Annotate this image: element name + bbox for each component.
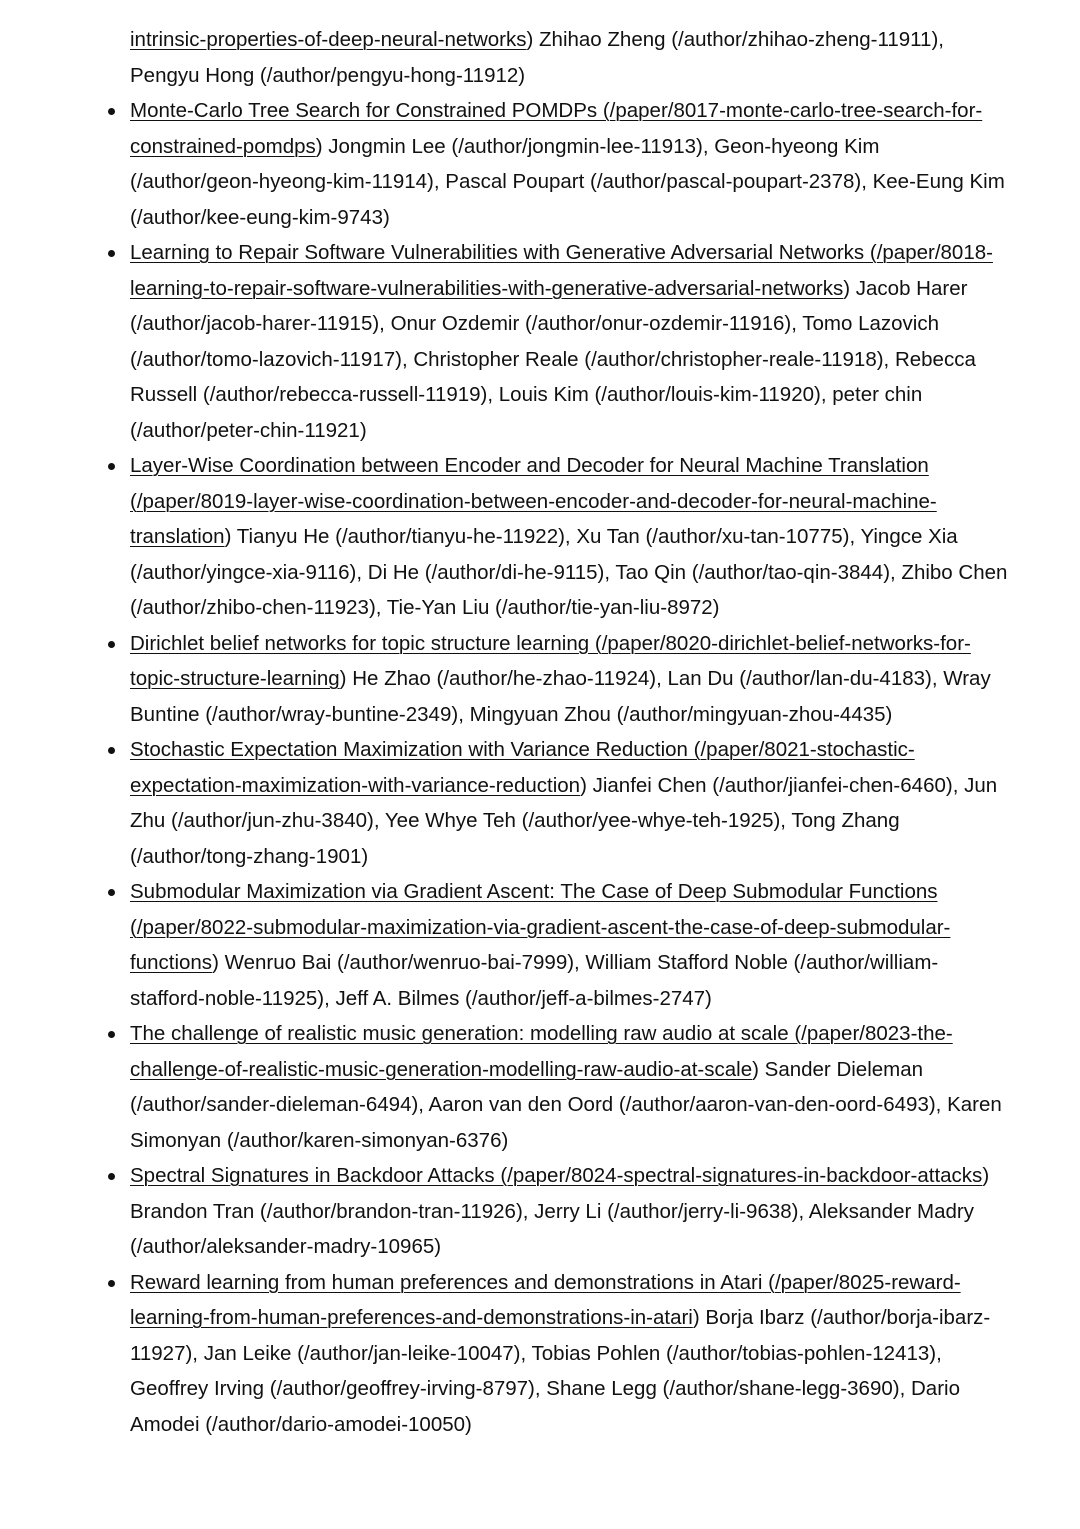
continued-paper-link[interactable]: intrinsic-properties-of-deep-neural-networks bbox=[130, 28, 527, 51]
continued-entry: intrinsic-properties-of-deep-neural-networks) Zhihao Zheng (/author/zhihao-zheng-11911), Pengyu Hong (/author/pengyu-hong-11912) bbox=[130, 28, 944, 87]
bullet-icon bbox=[108, 747, 115, 754]
bullet-icon bbox=[108, 463, 115, 470]
bullet-icon bbox=[108, 108, 115, 115]
bullet-icon bbox=[108, 1173, 115, 1180]
continued-entry-authors: Zhihao Zheng (/author/zhihao-zheng-11911), Pengyu Hong (/author/pengyu-hong-11912) bbox=[130, 28, 944, 87]
paper-item: Reward learning from human preferences and demonstrations in Atari (/paper/8025-reward-learning-from-human-preferences-and-demonstrations-in-atari) Borja Ibarz (/author/borja-ibarz-11927), Jan Leike (/author/jan-leike-10047), Tobias Pohlen (/author/tobias-pohlen-12413), Geoffrey Irving (/author/geoffrey-irving-8797), Shane Legg (/author/shane-legg-3690), Dario Amodei (/author/dario-amodei-10050) bbox=[130, 1265, 1010, 1443]
bullet-icon bbox=[108, 889, 115, 896]
bullet-icon bbox=[108, 1280, 115, 1287]
paper-list-content bbox=[130, 22, 1010, 1442]
bullet-icon bbox=[108, 1031, 115, 1038]
paper-item: Submodular Maximization via Gradient Ascent: The Case of Deep Submodular Functions (/paper/8022-submodular-maximization-via-gradient-ascent-the-case-of-deep-submodular-functions) Wenruo Bai (/author/wenruo-bai-7999), William Stafford Noble (/author/william-stafford-noble-11925), Jeff A. Bilmes (/author/jeff-a-bilmes-2747) bbox=[130, 874, 1010, 1016]
paper-item: The challenge of realistic music generation: modelling raw audio at scale (/paper/8023-the-challenge-of-realistic-music-generation-modelling-raw-audio-at-scale) Sander Dieleman (/author/sander-dieleman-6494), Aaron van den Oord (/author/aaron-van-den-oord-6493), Karen Simonyan (/author/karen-simonyan-6376) bbox=[130, 1016, 1010, 1158]
paper-link[interactable]: Spectral Signatures in Backdoor Attacks (/paper/8024-spectral-signatures-in-backdoor-attacks bbox=[130, 1164, 983, 1187]
paper-authors: Jacob Harer (/author/jacob-harer-11915), Onur Ozdemir (/author/onur-ozdemir-11916), Tomo Lazovich (/author/tomo-lazovich-11917), Christopher Reale (/author/christopher-reale-11918), Rebecca Russell (/author/rebecca-russell-11919), Louis Kim (/author/louis-kim-11920), peter chin (/author/peter-chin-11921) bbox=[130, 276, 976, 442]
paper-item: Stochastic Expectation Maximization with Variance Reduction (/paper/8021-stochastic-expectation-maximization-with-variance-reduction) Jianfei Chen (/author/jianfei-chen-6460), Jun Zhu (/author/jun-zhu-3840), Yee Whye Teh (/author/yee-whye-teh-1925), Tong Zhang (/author/tong-zhang-1901) bbox=[130, 732, 1010, 874]
paper-link[interactable]: Reward learning from human preferences and demonstrations in Atari (/paper/8025-reward-learning-from-human-preferences-and-demonstrations-in-atari bbox=[130, 1270, 961, 1329]
paper-item: Spectral Signatures in Backdoor Attacks (/paper/8024-spectral-signatures-in-backdoor-attacks) Brandon Tran (/author/brandon-tran-11926), Jerry Li (/author/jerry-li-9638), Aleksander Madry (/author/aleksander-madry-10965) bbox=[130, 1158, 1010, 1265]
paper-authors: Sander Dieleman (/author/sander-dieleman-6494), Aaron van den Oord (/author/aaron-van-den-oord-6493), Karen Simonyan (/author/karen-simonyan-6376) bbox=[130, 1057, 1002, 1152]
paper-link[interactable]: The challenge of realistic music generation: modelling raw audio at scale (/paper/8023-the-challenge-of-realistic-music-generation-modelling-raw-audio-at-scale bbox=[130, 1022, 953, 1081]
paper-item: Layer-Wise Coordination between Encoder and Decoder for Neural Machine Translation (/paper/8019-layer-wise-coordination-between-encoder-and-decoder-for-neural-machine-translation) Tianyu He (/author/tianyu-he-11922), Xu Tan (/author/xu-tan-10775), Yingce Xia (/author/yingce-xia-9116), Di He (/author/di-he-9115), Tao Qin (/author/tao-qin-3844), Zhibo Chen (/author/zhibo-chen-11923), Tie-Yan Liu (/author/tie-yan-liu-8972) bbox=[130, 448, 1010, 626]
paper-authors: He Zhao (/author/he-zhao-11924), Lan Du (/author/lan-du-4183), Wray Buntine (/author/wray-buntine-2349), Mingyuan Zhou (/author/mingyuan-zhou-4435) bbox=[130, 667, 991, 726]
paper-authors: Wenruo Bai (/author/wenruo-bai-7999), William Stafford Noble (/author/william-stafford-noble-11925), Jeff A. Bilmes (/author/jeff-a-bilmes-2747) bbox=[130, 951, 939, 1010]
paper-link[interactable]: Layer-Wise Coordination between Encoder and Decoder for Neural Machine Translation (/paper/8019-layer-wise-coordination-between-encoder-and-decoder-for-neural-machine-translation bbox=[130, 454, 937, 548]
paper-authors: Tianyu He (/author/tianyu-he-11922), Xu Tan (/author/xu-tan-10775), Yingce Xia (/author/yingce-xia-9116), Di He (/author/di-he-9115), Tao Qin (/author/tao-qin-3844), Zhibo Chen (/author/zhibo-chen-11923), Tie-Yan Liu (/author/tie-yan-liu-8972) bbox=[130, 525, 1008, 619]
paper-item: Learning to Repair Software Vulnerabilities with Generative Adversarial Networks (/paper/8018-learning-to-repair-software-vulnerabilities-with-generative-adversarial-networks) Jacob Harer (/author/jacob-harer-11915), Onur Ozdemir (/author/onur-ozdemir-11916), Tomo Lazovich (/author/tomo-lazovich-11917), Christopher Reale (/author/christopher-reale-11918), Rebecca Russell (/author/rebecca-russell-11919), Louis Kim (/author/louis-kim-11920), peter chin (/author/peter-chin-11921) bbox=[130, 235, 1010, 448]
paper-authors: Brandon Tran (/author/brandon-tran-11926), Jerry Li (/author/jerry-li-9638), Aleksander Madry (/author/aleksander-madry-10965) bbox=[130, 1199, 974, 1258]
paper-item: Dirichlet belief networks for topic structure learning (/paper/8020-dirichlet-belief-networks-for-topic-structure-learning) He Zhao (/author/he-zhao-11924), Lan Du (/author/lan-du-4183), Wray Buntine (/author/wray-buntine-2349), Mingyuan Zhou (/author/mingyuan-zhou-4435) bbox=[130, 626, 1010, 733]
paper-link[interactable]: Submodular Maximization via Gradient Ascent: The Case of Deep Submodular Functions (/paper/8022-submodular-maximization-via-gradient-ascent-the-case-of-deep-submodular-functions bbox=[130, 880, 951, 974]
paper-authors: Borja Ibarz (/author/borja-ibarz-11927), Jan Leike (/author/jan-leike-10047), Tobias Pohlen (/author/tobias-pohlen-12413), Geoffrey Irving (/author/geoffrey-irving-8797), Shane Legg (/author/shane-legg-3690), Dario Amodei (/author/dario-amodei-10050) bbox=[130, 1306, 991, 1436]
paper-link[interactable]: Stochastic Expectation Maximization with Variance Reduction (/paper/8021-stochastic-expectation-maximization-with-variance-reduction bbox=[130, 738, 915, 797]
paper-link[interactable]: Dirichlet belief networks for topic structure learning (/paper/8020-dirichlet-belief-networks-for-topic-structure-learning bbox=[130, 631, 971, 690]
paper-list bbox=[130, 93, 1010, 1442]
paper-link[interactable]: Learning to Repair Software Vulnerabilities with Generative Adversarial Networks (/paper/8018-learning-to-repair-software-vulnerabilities-with-generative-adversarial-networks bbox=[130, 241, 993, 300]
paper-link[interactable]: Monte-Carlo Tree Search for Constrained POMDPs (/paper/8017-monte-carlo-tree-search-for-constrained-pomdps bbox=[130, 99, 983, 158]
paper-authors: Jongmin Lee (/author/jongmin-lee-11913), Geon-hyeong Kim (/author/geon-hyeong-kim-11914), Pascal Poupart (/author/pascal-poupart-2378), Kee-Eung Kim (/author/kee-eung-kim-9743) bbox=[130, 134, 1005, 229]
paper-authors: Jianfei Chen (/author/jianfei-chen-6460), Jun Zhu (/author/jun-zhu-3840), Yee Whye Teh (/author/yee-whye-teh-1925), Tong Zhang (/author/tong-zhang-1901) bbox=[130, 773, 998, 868]
bullet-icon bbox=[108, 250, 115, 257]
bullet-icon bbox=[108, 641, 115, 648]
paper-item: Monte-Carlo Tree Search for Constrained POMDPs (/paper/8017-monte-carlo-tree-search-for-constrained-pomdps) Jongmin Lee (/author/jongmin-lee-11913), Geon-hyeong Kim (/author/geon-hyeong-kim-11914), Pascal Poupart (/author/pascal-poupart-2378), Kee-Eung Kim (/author/kee-eung-kim-9743) bbox=[130, 93, 1010, 235]
